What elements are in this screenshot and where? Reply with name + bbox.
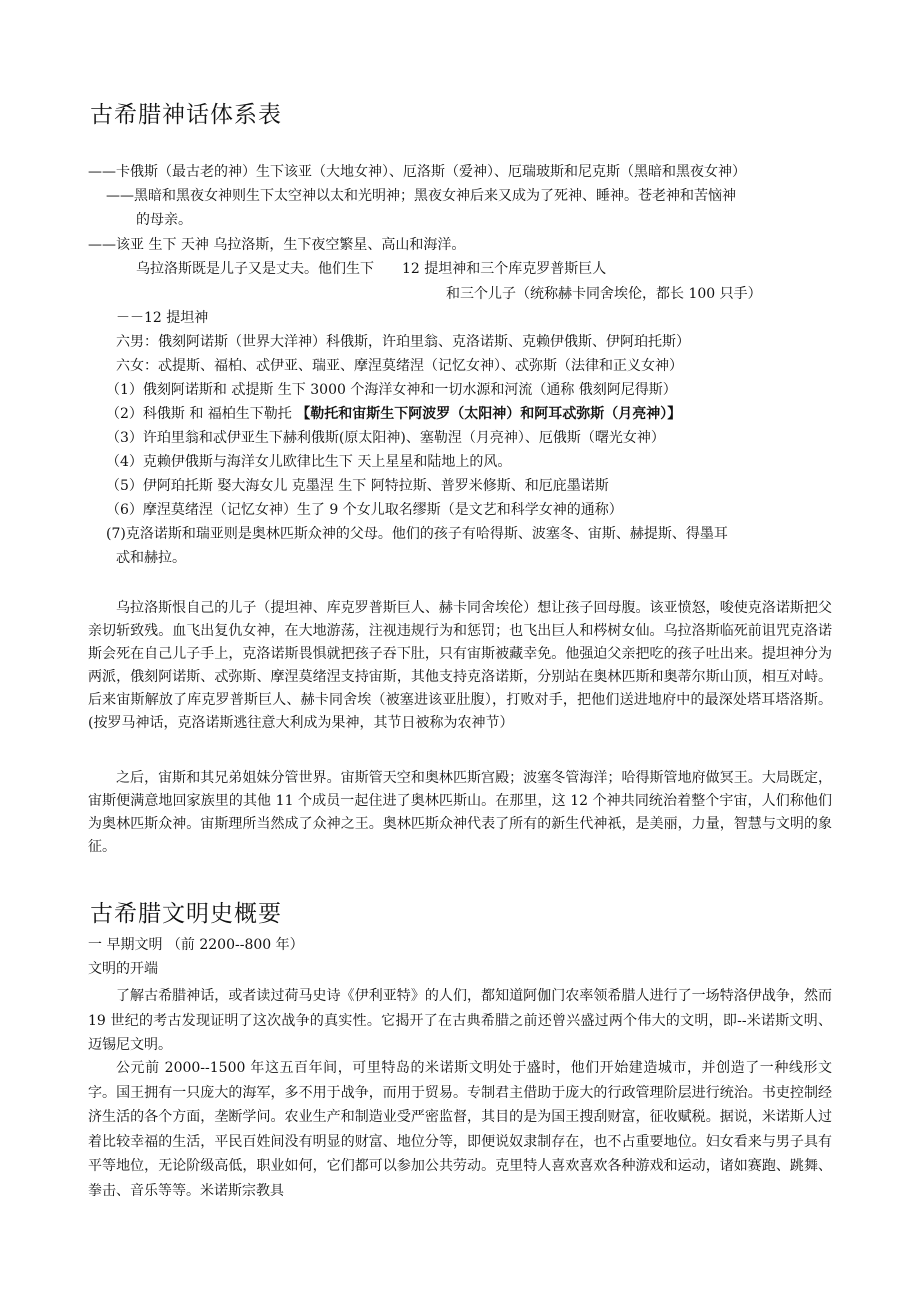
text-line: （3）许珀里翁和忒伊亚生下赫利俄斯(原太阳神)、塞勒涅（月亮神）、厄俄斯（曙光女神） [106, 430, 665, 446]
text-line: ——卡俄斯（最古老的神）生下该亚（大地女神）、厄洛斯（爱神）、厄瑞玻斯和尼克斯（黑暗和黑夜女神） [88, 164, 746, 180]
text-line: 六男：俄刻阿诺斯（世界大洋神）科俄斯，许珀里翁、克洛诺斯、克赖伊俄斯、伊阿珀托斯） [116, 334, 690, 350]
text-line: （4）克赖伊俄斯与海洋女儿欧律比生下 天上星星和陆地上的风。 [106, 454, 512, 470]
text-line: ——黑暗和黑夜女神则生下太空神以太和光明神；黑夜女神后来又成为了死神、睡神。苍老神和苦恼神 [106, 188, 736, 204]
bold-note: 【勒托和宙斯生下阿波罗（太阳神）和阿耳忒弥斯（月亮神）】 [296, 406, 682, 422]
text-line: ——该亚 生下 天神 乌拉洛斯，生下夜空繁星、高山和海洋。 [88, 237, 466, 253]
text-line: （5）伊阿珀托斯 娶大海女儿 克墨涅 生下 阿特拉斯、普罗米修斯、和厄庇墨诺斯 [106, 478, 609, 494]
text-line: （1）俄刻阿诺斯和 忒提斯 生下 3000 个海洋女神和一切水源和河流（通称 俄刻阿尼得斯） [106, 382, 677, 398]
text-line: 的母亲。 [136, 212, 192, 228]
paragraph: 了解古希腊神话，或者读过荷马史诗《伊利亚特》的人们，都知道阿伽门农率领希腊人进行了一场特洛伊战争，然而 19 世纪的考古发现证明了这次战争的真实性。它揭开了在古典希腊之前还曾兴盛过两个伟大的文明，即--米诺斯文明、迈锡尼文明。 [88, 988, 832, 1053]
text-line: －－12 提坦神 [116, 310, 209, 326]
paragraph: 之后，宙斯和其兄弟姐妹分管世界。宙斯管天空和奥林匹斯宫殿；波塞冬管海洋；哈得斯管地府做冥王。大局既定，宙斯便满意地回家族里的其他 11 个成员一起住进了奥林匹斯山。在那里，这 12 个神共同统治着整个宇宙，人们称他们为奥林匹斯众神。宙斯理所当然成了众神之王。奥林匹斯众神代表了所有的新生代神祇，是美丽，力量，智慧与文明的象征。 [88, 770, 832, 855]
text-line: 六女：忒提斯、福柏、忒伊亚、瑞亚、摩涅莫绪涅（记忆女神）、忒弥斯（法律和正义女神） [116, 358, 683, 374]
subheading: 一 早期文明 （前 2200--800 年） [88, 937, 304, 953]
text-line: （6）摩涅莫绪涅（记忆女神）生了 9 个女儿取名缪斯（是文艺和科学女神的通称） [106, 502, 623, 518]
text-line: 和三个儿子（统称赫卡同舍埃伦，都长 100 只手） [446, 286, 762, 302]
paragraph: 乌拉洛斯恨自己的儿子（提坦神、库克罗普斯巨人、赫卡同舍埃伦）想让孩子回母腹。该亚愤怒，唆使克洛诺斯把父亲切斩致残。血飞出复仇女神，在大地游荡，注视违规行为和惩罚；也飞出巨人和梣树女仙。乌拉洛斯临死前诅咒克洛诺斯会死在自己儿子手上，克洛诺斯畏惧就把孩子吞下肚，只有宙斯被藏幸免。他强迫父亲把吃的孩子吐出来。提坦神分为两派，俄刻阿诺斯、忒弥斯、摩涅莫绪涅支持宙斯，其他支持克洛诺斯，分别站在奥林匹斯和奥蒂尔斯山顶，相互对峙。后来宙斯解放了库克罗普斯巨人、赫卡同舍埃（被塞进该亚肚腹），打败对手，把他们送进地府中的最深处塔耳塔洛斯。(按罗马神话，克洛诺斯逃往意大利成为果神，其节日被称为农神节） [88, 600, 832, 731]
text-line [106, 405, 681, 423]
text-line-part: （2）科俄斯 和 福柏生下勒托 [106, 406, 297, 422]
paragraph: 公元前 2000--1500 年这五百年间，可里特岛的米诺斯文明处于盛时，他们开始建造城市，并创造了一种线形文字。国王拥有一只庞大的海军，多不用于战争，而用于贸易。专制君主借助于庞大的行政管理阶层进行统治。书吏控制经济生活的各个方面，垄断学问。农业生产和制造业受严密监督，其目的是为国王搜刮财富，征收赋税。据说，米诺斯人过着比较幸福的生活，平民百姓间没有明显的财富、地位分等，即便说奴隶制存在，也不占重要地位。妇女看来与男子具有平等地位，无论阶级高低，职业如何，它们都可以参加公共劳动。克里特人喜欢喜欢各种游戏和运动，诸如赛跑、跳舞、拳击、音乐等等。米诺斯宗教具 [88, 1060, 832, 1199]
section-title: 古希腊神话体系表 [90, 102, 282, 128]
text-line: (7)克洛诺斯和瑞亚则是奥林匹斯众神的父母。他们的孩子有哈得斯、波塞冬、宙斯、赫提斯、得墨耳 [106, 526, 728, 542]
text-line: 乌拉洛斯既是儿子又是丈夫。他们生下 12 提坦神和三个库克罗普斯巨人 [136, 261, 607, 277]
subheading: 文明的开端 [88, 961, 158, 977]
text-line: 忒和赫拉。 [116, 550, 186, 566]
section-title: 古希腊文明史概要 [90, 901, 282, 927]
